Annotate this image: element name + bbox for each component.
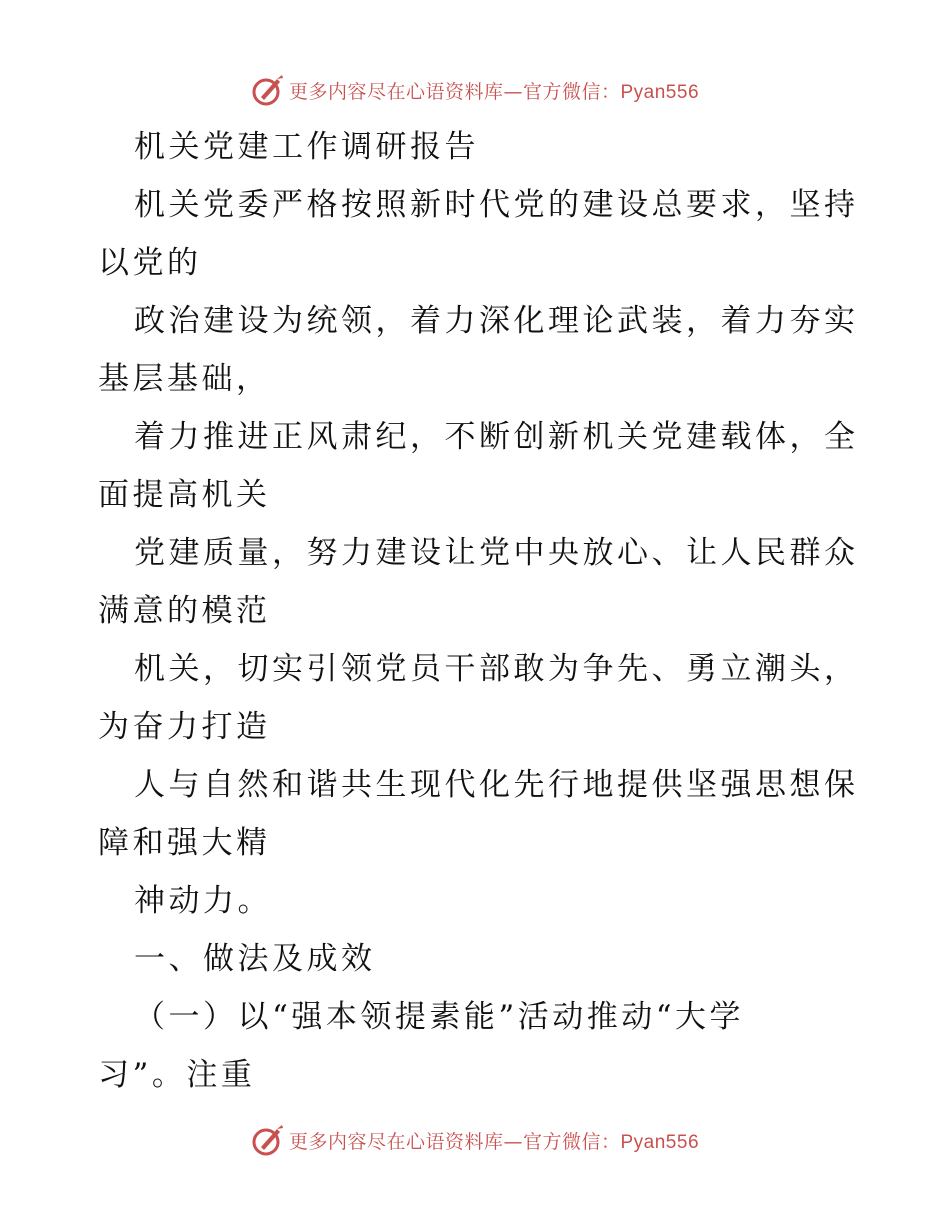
- watermark-text: 更多内容尽在心语资料库—官方微信：Pyan556: [288, 80, 700, 103]
- text-line: 机关，切实引领党员干部敢为争先、勇立潮头，: [134, 651, 859, 687]
- text-line: 以党的: [98, 245, 202, 281]
- text-line: 着力推进正风肃纪，不断创新机关党建载体，全: [134, 419, 859, 455]
- text-line: 神动力。: [134, 883, 272, 919]
- watermark-text: 更多内容尽在心语资料库—官方微信：Pyan556: [288, 1130, 700, 1153]
- text-line: 人与自然和谐共生现代化先行地提供坚强思想保: [134, 767, 859, 803]
- text-line: 机关党委严格按照新时代党的建设总要求，坚持: [134, 187, 859, 223]
- text-line: 习”。注重: [98, 1057, 256, 1093]
- quill-pen-logo-icon: [251, 1123, 285, 1157]
- quill-pen-logo-icon: [251, 73, 285, 107]
- text-line: 党建质量，努力建设让党中央放心、让人民群众: [134, 535, 859, 571]
- text-line: 为奋力打造: [98, 709, 271, 745]
- text-line: 满意的模范: [98, 593, 271, 629]
- text-line: 基层基础，: [98, 361, 271, 397]
- text-line: 面提高机关: [98, 477, 271, 513]
- text-line: 机关党建工作调研报告: [134, 129, 479, 165]
- footer-watermark: [0, 1120, 950, 1160]
- text-line: （一）以“强本领提素能”活动推动“大学: [134, 999, 745, 1035]
- text-line: 一、做法及成效: [134, 941, 376, 977]
- document-body: [98, 118, 858, 1104]
- text-line: 政治建设为统领，着力深化理论武装，着力夯实: [134, 303, 859, 339]
- text-line: 障和强大精: [98, 825, 271, 861]
- header-watermark: [0, 70, 950, 110]
